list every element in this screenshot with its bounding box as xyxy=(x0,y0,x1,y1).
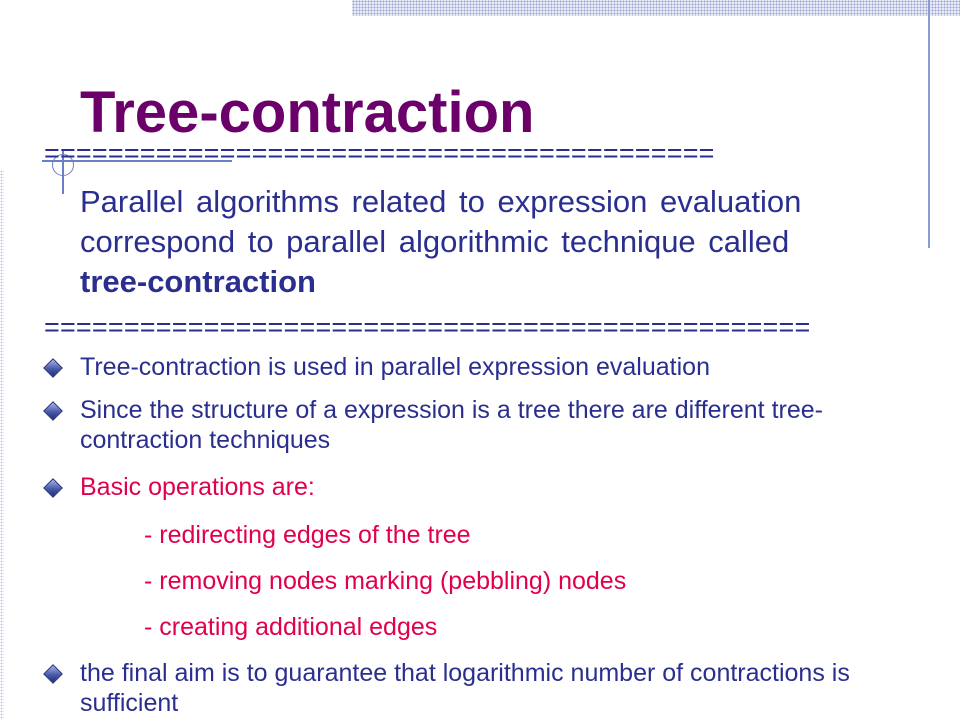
intro-paragraph xyxy=(80,182,930,302)
intro-bold-term: tree-contraction xyxy=(80,264,316,299)
intro-text: Parallel algorithms related to expression evaluation correspond to parallel algorithmic technique called xyxy=(80,184,802,259)
sub-item: - redirecting edges of the tree xyxy=(144,521,471,549)
bullet-text: Basic operations are: xyxy=(80,473,315,501)
bullet-text: the final aim is to guarantee that logarithmic number of contractions is sufficient xyxy=(80,659,850,717)
slide-title: Tree-contraction xyxy=(80,80,535,145)
divider-bottom: ================================================ xyxy=(44,312,811,342)
sub-item: - removing nodes marking (pebbling) nodes xyxy=(144,567,627,595)
decorative-top-band xyxy=(352,0,960,16)
sub-item: - creating additional edges xyxy=(144,613,438,641)
bullet-text: Since the structure of a expression is a tree there are different tree-contraction techniques xyxy=(80,396,823,454)
diamond-bullet-icon xyxy=(43,478,63,498)
diamond-bullet-icon xyxy=(43,358,63,378)
diamond-bullet-icon xyxy=(43,664,63,684)
decorative-left-strip xyxy=(0,170,4,720)
bullet-item-highlight xyxy=(44,472,924,502)
bullet-list xyxy=(44,352,924,718)
diamond-bullet-icon xyxy=(43,401,63,421)
bullet-text: Tree-contraction is used in parallel expression evaluation xyxy=(80,353,710,381)
divider-top: ========================================== xyxy=(44,138,715,168)
bullet-item xyxy=(44,352,924,382)
bullet-item xyxy=(44,658,924,718)
bullet-item xyxy=(44,395,924,455)
